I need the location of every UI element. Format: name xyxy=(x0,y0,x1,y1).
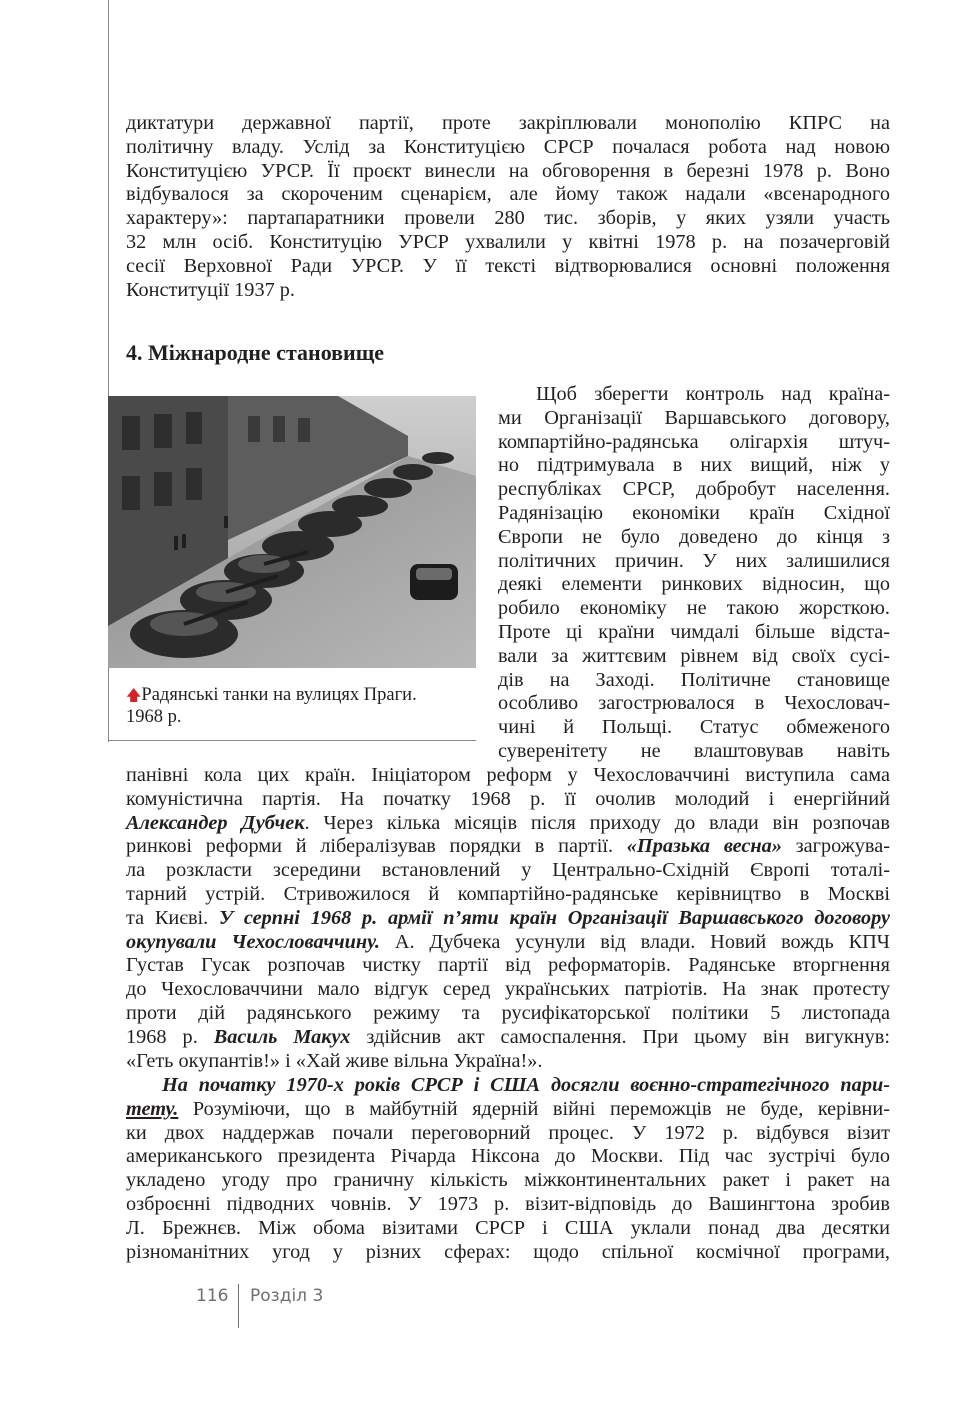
text-line: Конституцією УРСР. Її проєкт винесли на обговорення в березні 1978 р. Воно xyxy=(126,159,890,182)
prague-spring-paragraph xyxy=(126,764,890,1073)
text-line: чині й Польщі. Статус обмеженого xyxy=(498,716,890,739)
text-line: до Чехословаччини мало відгук серед українських патріотів. На знак протесту xyxy=(126,978,890,1001)
text-line: тету. Розуміючи, що в майбутній ядерній війні переможців не буде, керівни- xyxy=(126,1097,890,1120)
caption-text: Радянські танки на вулицях Праги. xyxy=(141,685,417,705)
text-line: тарний устрій. Стривожилося й компартійно-радянське керівництво в Москві xyxy=(126,882,890,905)
text-line: ла розкласти зсередини встановлений у Центрально-Східній Європі тоталі- xyxy=(126,859,890,882)
text-line: ми Організації Варшавського договору, xyxy=(498,406,890,429)
text-line: компартійно-радянська олігархія штуч- xyxy=(498,430,890,453)
caption-year: 1968 р. xyxy=(126,707,182,727)
text-line: проти дій радянського режиму та русифікаторської політики 5 листопада xyxy=(126,1001,890,1024)
up-arrow-icon: 🡅 xyxy=(126,686,142,704)
parity-paragraph xyxy=(126,1074,890,1264)
parity-statement-end: тету. xyxy=(126,1097,179,1120)
text-line: політичних причин. У них залишилися xyxy=(498,549,890,572)
text-line: політичну владу. Услід за Конституцією СРСР почалася робота над новою xyxy=(126,135,890,158)
text-line: ринкові реформи й лібералізував порядки в партії. «Празька весна» загрожува- xyxy=(126,835,890,858)
text-line: відбувалося за скороченим сценарієм, але йому також надали «всенародного xyxy=(126,183,890,206)
section-heading: 4. Міжнародне становище xyxy=(126,340,385,365)
text-line: та Києві. У серпні 1968 р. армії п’яти країн Організації Варшавського договору xyxy=(126,906,890,929)
invasion-statement: У серпні 1968 р. армії п’яти країн Організації Варшавського договору xyxy=(219,906,890,929)
caption-rule xyxy=(108,740,476,741)
footer-divider xyxy=(238,1284,239,1328)
text-line: Л. Брежнєв. Між обома візитами СРСР і США уклали понад два десятки xyxy=(126,1216,890,1239)
top-paragraph xyxy=(126,112,890,302)
text-line: Радянізацію економіки країн Східної xyxy=(498,501,890,524)
photo-caption xyxy=(126,684,476,728)
text-line: Щоб зберегти контроль над країна- xyxy=(536,383,890,405)
text-line: характеру»: партапаратники провели 280 тис. зборів, у яких узяли участь xyxy=(126,207,890,230)
text-line: комуністична партія. На початку 1968 р. її очолив молодий і енергійний xyxy=(126,787,890,810)
parity-statement: На початку 1970-х років СРСР і США досягли воєнно-стратегічного пари- xyxy=(162,1074,890,1096)
text-line: ки двох наддержав почали переговорний процес. У 1972 р. відбувся візит xyxy=(126,1121,890,1144)
text-line: різноманітних угод у різних сферах: щодо спільної космічної програми, xyxy=(126,1240,890,1263)
text-line: республіках СРСР, добробут населення. xyxy=(498,478,890,501)
text-line: вали за життєвим рівнем від своїх сусі- xyxy=(498,644,890,667)
text-line: робило економіку не такою жорсткою. xyxy=(498,597,890,620)
text-line: но підтримувала в них вищий, ніж у xyxy=(498,454,890,477)
tank-column-photo xyxy=(108,396,476,668)
text-line: «Геть окупантів!» і «Хай живе вільна Україна!». xyxy=(126,1049,543,1072)
text-line: Александер Дубчек. Через кілька місяців після приходу до влади він розпочав xyxy=(126,811,890,834)
text-line: особливо загострювалося в Чехословач- xyxy=(498,692,890,715)
invasion-statement-end: окупували Чехословаччину. xyxy=(126,930,380,953)
text-line: озброєнні підводних човнів. У 1973 р. візит-відповідь до Вашингтона зробив xyxy=(126,1192,890,1215)
text-line: Конституції 1937 р. xyxy=(126,278,296,301)
text-line: деякі елементи ринкових відносин, що xyxy=(498,573,890,596)
text-line: Європи не було доведено до кінця з xyxy=(498,525,890,548)
text-line: диктатури державної партії, проте закріплювали монополію КПРС на xyxy=(126,112,890,134)
section-label: Розділ 3 xyxy=(250,1286,324,1306)
text-line xyxy=(126,1074,890,1098)
makukh-name: Василь Макух xyxy=(213,1025,351,1048)
text-line: дів на Заході. Політичне становище xyxy=(498,668,890,691)
text-line: суверенітету не влаштовував навіть xyxy=(498,739,890,762)
text-line: Проте ці країни чимдалі більше відста- xyxy=(498,620,890,643)
text-line: 1968 р. Василь Макух здійснив акт самоспалення. При цьому він вигукнув: xyxy=(126,1025,890,1048)
text-line: укладено угоду про граничну кількість міжконтинентальних ракет і ракет на xyxy=(126,1169,890,1192)
dubcek-name: Александер Дубчек xyxy=(126,811,305,834)
text-line: 32 млн осіб. Конституцію УРСР ухвалили у квітні 1978 р. на позачерговій xyxy=(126,230,890,253)
prague-spring-term: «Празька весна» xyxy=(626,835,782,858)
text-line: панівні кола цих країн. Ініціатором реформ у Чехословаччині виступила сама xyxy=(126,764,890,786)
page-number: 116 xyxy=(196,1286,229,1306)
side-paragraph xyxy=(498,383,890,764)
text-line: Густав Гусак розпочав чистку партії від реформаторів. Радянське вторгнення xyxy=(126,954,890,977)
text-line: окупували Чехословаччину. А. Дубчека усунули від влади. Новий вождь КПЧ xyxy=(126,930,890,953)
text-line: американського президента Річарда Ніксона до Москви. Під час зустрічі було xyxy=(126,1145,890,1168)
text-line: сесії Верховної Ради УРСР. У її тексті відтворювалися основні положення xyxy=(126,254,890,277)
